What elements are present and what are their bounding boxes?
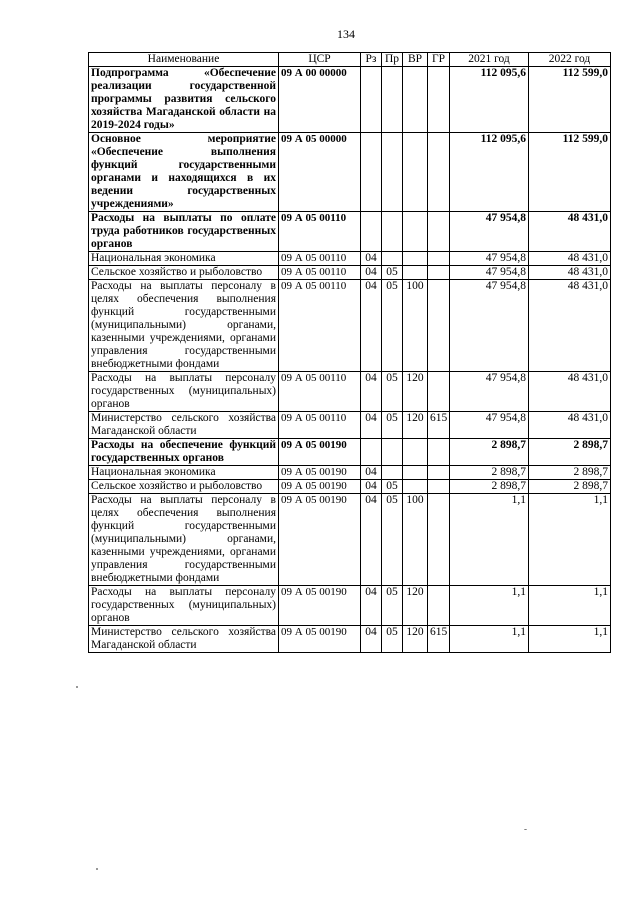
row-vr-cell: 120 [403,372,428,412]
row-2022-cell: 112 599,0 [529,67,611,133]
row-2021-cell: 1,1 [450,626,529,653]
row-2021-cell: 47 954,8 [450,372,529,412]
row-pr-cell: 05 [382,626,403,653]
row-rz-cell [361,67,382,133]
row-2021-cell: 1,1 [450,494,529,586]
row-gr-cell: 615 [428,626,450,653]
row-csr-cell: 09 А 05 00190 [279,626,361,653]
row-pr-cell: 05 [382,372,403,412]
row-name-cell: Подпрограмма «Обеспечение реализации государственной программы развития сельского хозяйства Магаданской области на 2019-2024 годы» [89,67,279,133]
row-vr-cell [403,466,428,480]
row-vr-cell: 120 [403,412,428,439]
scan-speck [76,686,78,688]
row-pr-cell [382,67,403,133]
row-rz-cell [361,133,382,212]
row-2022-cell: 48 431,0 [529,266,611,280]
row-gr-cell [428,586,450,626]
row-gr-cell [428,212,450,252]
row-name-cell: Расходы на выплаты персоналу государственных (муниципальных) органов [89,372,279,412]
scan-speck [524,829,527,830]
row-2021-cell: 47 954,8 [450,252,529,266]
row-csr-cell: 09 А 05 00110 [279,252,361,266]
table-row [89,412,611,439]
row-gr-cell [428,280,450,372]
row-name-cell: Расходы на выплаты персоналу государственных (муниципальных) органов [89,586,279,626]
header-gr: ГР [428,53,450,67]
row-2021-cell: 2 898,7 [450,466,529,480]
row-2022-cell: 48 431,0 [529,412,611,439]
row-csr-cell: 09 А 05 00110 [279,212,361,252]
table-row [89,466,611,480]
row-name-cell: Сельское хозяйство и рыболовство [89,266,279,280]
row-csr-cell: 09 А 05 00110 [279,412,361,439]
row-2021-cell: 112 095,6 [450,67,529,133]
row-vr-cell: 100 [403,494,428,586]
row-2022-cell: 48 431,0 [529,252,611,266]
header-2021: 2021 год [450,53,529,67]
row-gr-cell: 615 [428,412,450,439]
row-csr-cell: 09 А 05 00110 [279,280,361,372]
row-name-cell: Министерство сельского хозяйства Магаданской области [89,412,279,439]
row-vr-cell [403,480,428,494]
row-pr-cell: 05 [382,586,403,626]
row-2022-cell: 2 898,7 [529,480,611,494]
row-name-cell: Национальная экономика [89,466,279,480]
header-pr: Пр [382,53,403,67]
header-2022: 2022 год [529,53,611,67]
scan-speck [96,868,98,870]
row-rz-cell: 04 [361,626,382,653]
row-gr-cell [428,133,450,212]
row-2021-cell: 112 095,6 [450,133,529,212]
row-csr-cell: 09 А 05 00190 [279,439,361,466]
row-2022-cell: 1,1 [529,586,611,626]
row-vr-cell: 120 [403,586,428,626]
row-2021-cell: 2 898,7 [450,480,529,494]
table-row [89,266,611,280]
row-rz-cell: 04 [361,412,382,439]
row-csr-cell: 09 А 05 00190 [279,466,361,480]
page-number: 134 [337,27,355,41]
header-rz: Рз [361,53,382,67]
row-pr-cell [382,439,403,466]
row-2022-cell: 2 898,7 [529,466,611,480]
row-pr-cell: 05 [382,480,403,494]
row-pr-cell: 05 [382,494,403,586]
row-2022-cell: 48 431,0 [529,280,611,372]
row-name-cell: Сельское хозяйство и рыболовство [89,480,279,494]
row-2022-cell: 48 431,0 [529,372,611,412]
row-gr-cell [428,466,450,480]
row-pr-cell: 05 [382,266,403,280]
row-rz-cell: 04 [361,586,382,626]
row-rz-cell: 04 [361,494,382,586]
row-vr-cell [403,439,428,466]
table-row [89,212,611,252]
table-row [89,586,611,626]
row-name-cell: Расходы на выплаты по оплате труда работников государственных органов [89,212,279,252]
row-2021-cell: 47 954,8 [450,280,529,372]
row-rz-cell: 04 [361,280,382,372]
row-2021-cell: 1,1 [450,586,529,626]
row-gr-cell [428,372,450,412]
row-vr-cell [403,133,428,212]
row-pr-cell [382,466,403,480]
row-2022-cell: 2 898,7 [529,439,611,466]
row-2022-cell: 112 599,0 [529,133,611,212]
table-row [89,252,611,266]
row-csr-cell: 09 А 00 00000 [279,67,361,133]
row-2021-cell: 47 954,8 [450,212,529,252]
row-pr-cell [382,212,403,252]
row-csr-cell: 09 А 05 00110 [279,266,361,280]
row-gr-cell [428,266,450,280]
table-row [89,67,611,133]
row-vr-cell: 120 [403,626,428,653]
row-name-cell: Расходы на обеспечение функций государственных органов [89,439,279,466]
row-csr-cell: 09 А 05 00000 [279,133,361,212]
row-rz-cell: 04 [361,372,382,412]
row-gr-cell [428,494,450,586]
row-rz-cell: 04 [361,266,382,280]
row-2021-cell: 47 954,8 [450,266,529,280]
table-row [89,494,611,586]
row-gr-cell [428,439,450,466]
table-row [89,439,611,466]
row-rz-cell [361,439,382,466]
row-gr-cell [428,252,450,266]
row-rz-cell [361,212,382,252]
row-2021-cell: 2 898,7 [450,439,529,466]
row-gr-cell [428,67,450,133]
row-vr-cell [403,252,428,266]
row-2022-cell: 1,1 [529,626,611,653]
row-2022-cell: 1,1 [529,494,611,586]
row-gr-cell [428,480,450,494]
row-vr-cell [403,212,428,252]
row-vr-cell: 100 [403,280,428,372]
table-row [89,626,611,653]
row-pr-cell: 05 [382,280,403,372]
table-body [89,67,611,653]
row-csr-cell: 09 А 05 00190 [279,494,361,586]
table-row [89,133,611,212]
header-csr: ЦСР [279,53,361,67]
row-rz-cell: 04 [361,466,382,480]
table-header-row [89,53,611,67]
row-csr-cell: 09 А 05 00190 [279,480,361,494]
row-name-cell: Расходы на выплаты персоналу в целях обеспечения выполнения функций государственными (муниципальными) органами, казенными учреждениями, органами управления государственными внебюджетными фондами [89,280,279,372]
header-name: Наименование [89,53,279,67]
row-2021-cell: 47 954,8 [450,412,529,439]
row-pr-cell: 05 [382,412,403,439]
row-pr-cell [382,133,403,212]
budget-table [88,52,611,653]
row-name-cell: Министерство сельского хозяйства Магаданской области [89,626,279,653]
row-csr-cell: 09 А 05 00190 [279,586,361,626]
row-pr-cell [382,252,403,266]
row-rz-cell: 04 [361,252,382,266]
row-vr-cell [403,266,428,280]
row-2022-cell: 48 431,0 [529,212,611,252]
row-csr-cell: 09 А 05 00110 [279,372,361,412]
header-vr: ВР [403,53,428,67]
row-name-cell: Основное мероприятие «Обеспечение выполнения функций государственными органами и находящихся в их ведении государственных учреждениями» [89,133,279,212]
table-row [89,480,611,494]
table-row [89,280,611,372]
row-vr-cell [403,67,428,133]
row-rz-cell: 04 [361,480,382,494]
table-row [89,372,611,412]
row-name-cell: Национальная экономика [89,252,279,266]
row-name-cell: Расходы на выплаты персоналу в целях обеспечения выполнения функций государственными (муниципальными) органами, казенными учреждениями, органами управления государственными внебюджетными фондами [89,494,279,586]
